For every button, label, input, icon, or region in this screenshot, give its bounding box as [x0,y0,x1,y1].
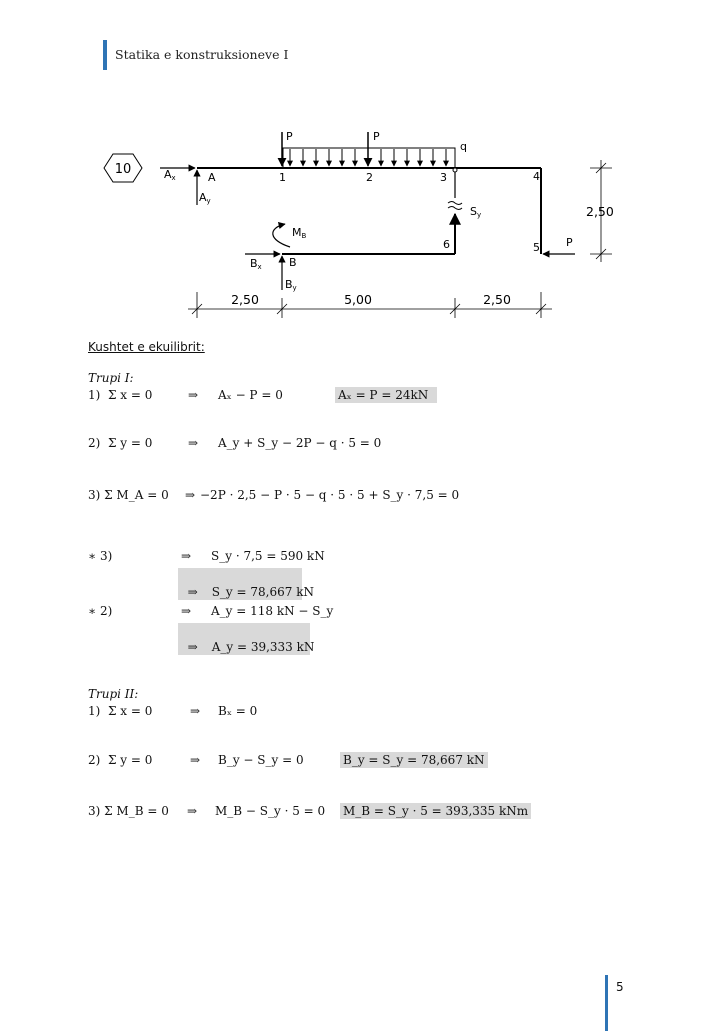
eq1-arrow: ⇒ [188,388,199,402]
node-3: 3 [440,171,447,184]
eq4-arrow: ⇒ [181,549,192,563]
dim-5-00: 5,00 [344,292,372,307]
label-P-2: P [373,130,380,143]
page-number-box [605,975,624,1031]
eq3-equation: −2P · 2,5 − P · 5 − q · 5 · 5 + S_y · 7,5 = 0 [200,488,460,502]
eq7-highlight [178,623,315,655]
eq6-equation: A_y = 118 kN − S_y [211,604,334,618]
label-Bx: Bx [250,257,262,271]
node-A: A [208,171,216,184]
eq10-left: 3) Σ M_B = 0 [88,804,169,818]
label-P-5: P [566,236,573,249]
page-number: 5 [616,980,624,994]
cut-mark-1 [448,202,462,205]
label-Sy: Sy [470,205,482,219]
eq10-equation: M_B − S_y · 5 = 0 [215,804,326,818]
dim-2-50-vertical: 2,50 [586,204,614,219]
eq4-left: ∗ 3) [88,549,113,563]
eq3-left: 3) Σ M_A = 0 [88,488,169,502]
eq9-left: 2) Σ y = 0 [88,753,153,767]
eq9-arrow: ⇒ [190,753,201,767]
node-6: 6 [443,238,450,251]
label-By: By [285,278,297,292]
eq6-arrow: ⇒ [181,604,192,618]
eq8-arrow: ⇒ [190,704,201,718]
node-1: 1 [279,171,286,184]
eq5-arrow: ⇒ [187,585,198,599]
trupi-1-label: Trupi I: [88,371,134,385]
eq5-highlight [178,568,314,600]
node-5: 5 [533,241,540,254]
eq7-arrow: ⇒ [187,640,198,654]
section-title: Kushtet e ekuilibrit: [88,340,205,354]
moment-MB-arrow [273,224,290,247]
dim-2-50-left: 2,50 [231,292,259,307]
header-title: Statika e konstruksioneve I [115,47,289,62]
eq5-equation: S_y = 78,667 kN [211,585,314,599]
eq6-left: ∗ 2) [88,604,113,618]
label-MB: MB [292,226,307,240]
label-P-1: P [286,130,293,143]
eq9-equation: B_y − S_y = 0 [218,753,304,767]
eq1-left: 1) Σ x = 0 [88,388,153,402]
eq7-equation: A_y = 39,333 kN [211,640,315,654]
eq1-equation: Aₓ − P = 0 [218,388,283,402]
eq4-equation: S_y · 7,5 = 590 kN [211,549,325,563]
trupi-2-label: Trupi II: [88,687,139,701]
eq9-result: B_y = S_y = 78,667 kN [340,752,488,768]
node-B: B [289,256,297,269]
structure-diagram [0,0,728,330]
dim-2-50-right: 2,50 [483,292,511,307]
eq10-result: M_B = S_y · 5 = 393,335 kNm [340,803,531,819]
label-Ax: Ax [164,168,176,182]
distributed-load-q [283,148,455,168]
label-Ay: Ay [199,191,211,205]
node-2: 2 [366,171,373,184]
figure-number: 10 [114,162,132,177]
label-q: q [460,140,467,153]
eq2-equation: A_y + S_y − 2P − q · 5 = 0 [218,436,382,450]
eq10-arrow: ⇒ [187,804,198,818]
eq3-arrow: ⇒ [185,488,196,502]
eq1-result: Aₓ = P = 24kN [335,387,437,403]
hinge-3 [453,168,457,172]
eq8-equation: Bₓ = 0 [218,704,258,718]
eq2-arrow: ⇒ [188,436,199,450]
eq8-left: 1) Σ x = 0 [88,704,153,718]
cut-mark-2 [448,207,462,210]
node-4: 4 [533,170,540,183]
eq2-left: 2) Σ y = 0 [88,436,153,450]
